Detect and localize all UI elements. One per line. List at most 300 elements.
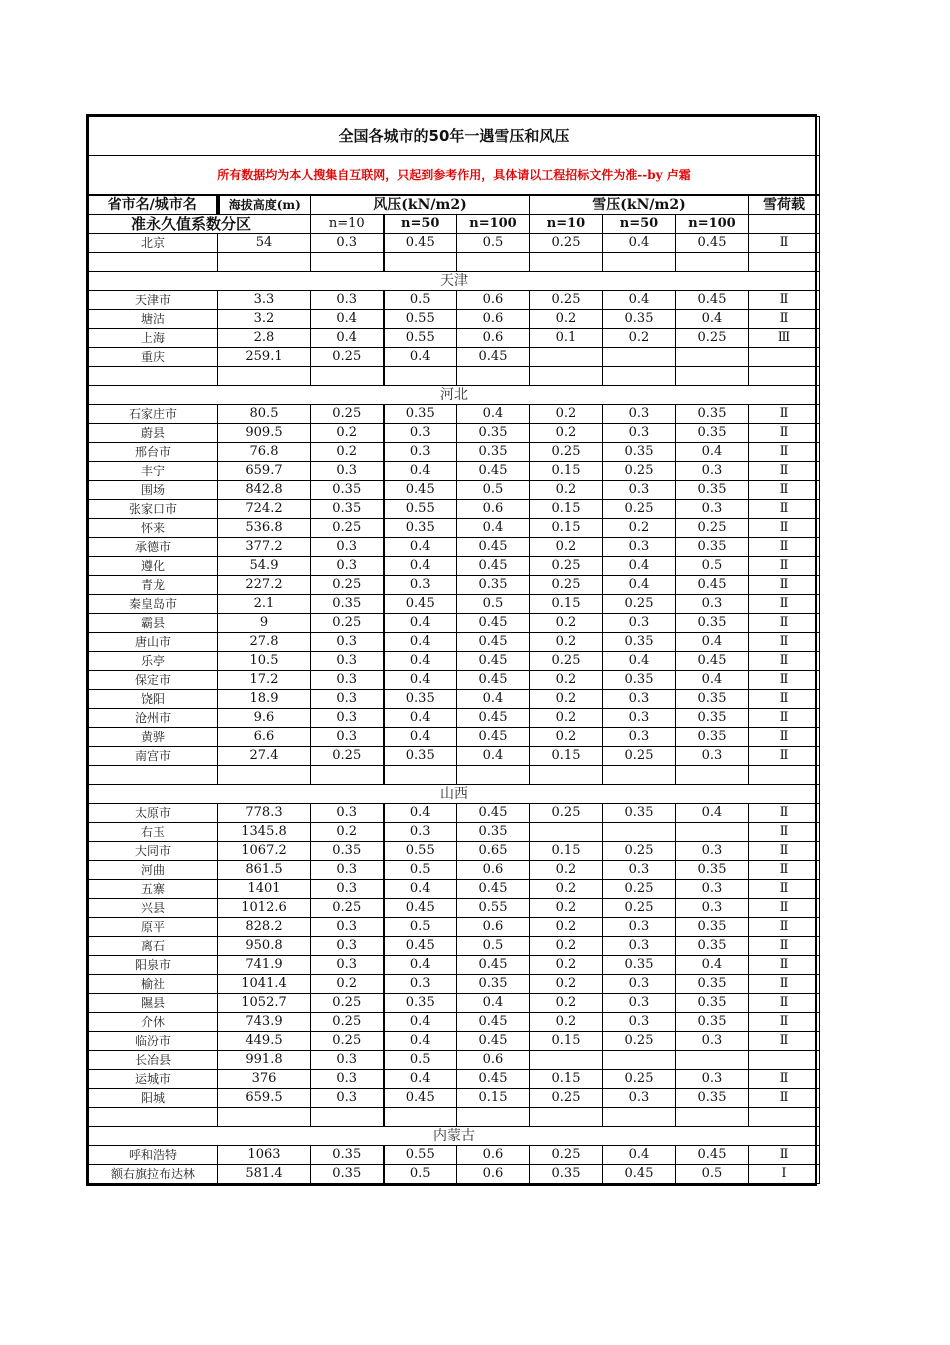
empty-cell [603, 367, 676, 386]
wind-n100-cell: 0.5 [457, 234, 530, 253]
wind-n50-cell: 0.55 [384, 1146, 457, 1165]
wind-n100-cell: 0.45 [457, 804, 530, 823]
snow-n100-cell: 0.3 [676, 899, 749, 918]
header-wind-n10: n=10 [311, 215, 384, 234]
altitude-cell: 724.2 [218, 500, 311, 519]
snow-n50-cell: 0.3 [603, 538, 676, 557]
empty-cell [530, 367, 603, 386]
province-row [89, 1127, 820, 1146]
snow-n50-cell: 0.25 [603, 747, 676, 766]
wind-n50-cell: 0.55 [384, 500, 457, 519]
table-row [89, 899, 820, 918]
snow-n100-cell: 0.35 [676, 405, 749, 424]
snow-load-zone-cell: Ⅱ [749, 557, 820, 576]
empty-cell [457, 1108, 530, 1127]
altitude-cell: 6.6 [218, 728, 311, 747]
wind-n50-cell: 0.4 [384, 614, 457, 633]
snow-n50-cell: 0.3 [603, 918, 676, 937]
snow-load-zone-cell: Ⅱ [749, 747, 820, 766]
snow-n10-cell: 0.2 [530, 899, 603, 918]
city-name-cell: 天津市 [89, 291, 218, 310]
city-name-cell: 重庆 [89, 348, 218, 367]
snow-wind-pressure-table [88, 116, 820, 1184]
wind-n100-cell: 0.35 [457, 424, 530, 443]
table-row [89, 652, 820, 671]
header-wind-pressure: 风压(kN/m2) [311, 195, 530, 215]
wind-n50-cell: 0.5 [384, 1051, 457, 1070]
snow-n10-cell: 0.35 [530, 1165, 603, 1184]
table-row [89, 500, 820, 519]
altitude-cell: 659.5 [218, 1089, 311, 1108]
wind-n10-cell: 0.25 [311, 405, 384, 424]
altitude-cell: 861.5 [218, 861, 311, 880]
wind-n100-cell: 0.45 [457, 728, 530, 747]
disclaimer-note: 所有数据均为本人搜集自互联网，只起到参考作用，具体请以工程招标文件为准--by 卢霜 [89, 156, 820, 196]
wind-n10-cell: 0.35 [311, 1146, 384, 1165]
wind-n10-cell: 0.25 [311, 1013, 384, 1032]
snow-n10-cell: 0.2 [530, 538, 603, 557]
snow-n10-cell: 0.2 [530, 1013, 603, 1032]
wind-n50-cell: 0.4 [384, 348, 457, 367]
table-row [89, 842, 820, 861]
snow-n50-cell: 0.4 [603, 652, 676, 671]
snow-n10-cell: 0.15 [530, 1032, 603, 1051]
snow-n50-cell: 0.4 [603, 234, 676, 253]
snow-n10-cell [530, 1051, 603, 1070]
wind-n100-cell: 0.6 [457, 918, 530, 937]
empty-cell [89, 766, 218, 785]
altitude-cell: 18.9 [218, 690, 311, 709]
altitude-cell: 2.1 [218, 595, 311, 614]
header-zone: 准永久值系数分区 [89, 215, 311, 234]
wind-n100-cell: 0.45 [457, 462, 530, 481]
wind-n50-cell: 0.5 [384, 918, 457, 937]
wind-n100-cell: 0.65 [457, 842, 530, 861]
province-name: 山西 [89, 785, 820, 804]
table-row [89, 1165, 820, 1184]
city-name-cell: 怀来 [89, 519, 218, 538]
altitude-cell: 741.9 [218, 956, 311, 975]
wind-n100-cell: 0.6 [457, 1051, 530, 1070]
wind-n50-cell: 0.35 [384, 690, 457, 709]
wind-n10-cell: 0.2 [311, 823, 384, 842]
wind-n50-cell: 0.3 [384, 443, 457, 462]
snow-n10-cell: 0.2 [530, 975, 603, 994]
city-name-cell: 榆社 [89, 975, 218, 994]
blank-row [89, 253, 820, 272]
altitude-cell: 581.4 [218, 1165, 311, 1184]
altitude-cell: 259.1 [218, 348, 311, 367]
header-wind-n50: n=50 [384, 215, 457, 234]
snow-load-zone-cell: Ⅱ [749, 310, 820, 329]
snow-load-zone-cell: Ⅱ [749, 405, 820, 424]
wind-n10-cell: 0.35 [311, 481, 384, 500]
snow-n100-cell: 0.3 [676, 880, 749, 899]
altitude-cell: 9 [218, 614, 311, 633]
city-name-cell: 围场 [89, 481, 218, 500]
wind-n10-cell: 0.3 [311, 937, 384, 956]
snow-n50-cell: 0.35 [603, 633, 676, 652]
snow-n10-cell: 0.2 [530, 728, 603, 747]
table-row [89, 481, 820, 500]
altitude-cell: 536.8 [218, 519, 311, 538]
altitude-cell: 743.9 [218, 1013, 311, 1032]
snow-n50-cell: 0.4 [603, 557, 676, 576]
wind-n50-cell: 0.4 [384, 671, 457, 690]
wind-n10-cell: 0.35 [311, 595, 384, 614]
city-name-cell: 河曲 [89, 861, 218, 880]
header-empty-cell [749, 215, 820, 234]
wind-n10-cell: 0.3 [311, 538, 384, 557]
wind-n10-cell: 0.25 [311, 348, 384, 367]
wind-n50-cell: 0.45 [384, 234, 457, 253]
table-row [89, 329, 820, 348]
empty-cell [384, 1108, 457, 1127]
wind-n100-cell: 0.45 [457, 1013, 530, 1032]
wind-n50-cell: 0.4 [384, 709, 457, 728]
snow-n50-cell: 0.3 [603, 614, 676, 633]
snow-load-zone-cell: Ⅱ [749, 614, 820, 633]
city-name-cell: 右玉 [89, 823, 218, 842]
snow-n100-cell [676, 1051, 749, 1070]
snow-n10-cell: 0.25 [530, 1146, 603, 1165]
snow-n10-cell: 0.25 [530, 652, 603, 671]
snow-n50-cell: 0.3 [603, 994, 676, 1013]
snow-n50-cell: 0.4 [603, 291, 676, 310]
wind-n10-cell: 0.3 [311, 291, 384, 310]
snow-load-zone-cell: Ⅱ [749, 690, 820, 709]
snow-n100-cell: 0.35 [676, 424, 749, 443]
wind-n10-cell: 0.3 [311, 652, 384, 671]
province-name: 河北 [89, 386, 820, 405]
wind-n10-cell: 0.4 [311, 329, 384, 348]
city-name-cell: 秦皇岛市 [89, 595, 218, 614]
snow-n50-cell: 0.3 [603, 937, 676, 956]
table-row [89, 462, 820, 481]
wind-n50-cell: 0.4 [384, 728, 457, 747]
wind-n50-cell: 0.45 [384, 595, 457, 614]
city-name-cell: 长冶县 [89, 1051, 218, 1070]
snow-n10-cell: 0.25 [530, 443, 603, 462]
snow-n100-cell: 0.35 [676, 1089, 749, 1108]
snow-load-zone-cell: Ⅱ [749, 519, 820, 538]
altitude-cell: 2.8 [218, 329, 311, 348]
altitude-cell: 842.8 [218, 481, 311, 500]
snow-n50-cell: 0.25 [603, 1070, 676, 1089]
table-row [89, 538, 820, 557]
snow-n10-cell: 0.25 [530, 804, 603, 823]
blank-row [89, 367, 820, 386]
table-row [89, 823, 820, 842]
table-row [89, 728, 820, 747]
snow-n50-cell: 0.3 [603, 1089, 676, 1108]
snow-load-zone-cell: Ⅱ [749, 709, 820, 728]
snow-n10-cell: 0.15 [530, 747, 603, 766]
snow-load-zone-cell: Ⅱ [749, 576, 820, 595]
snow-load-zone-cell: Ⅱ [749, 880, 820, 899]
empty-cell [218, 1108, 311, 1127]
snow-load-zone-cell: Ⅱ [749, 595, 820, 614]
table-row [89, 1070, 820, 1089]
wind-n100-cell: 0.45 [457, 652, 530, 671]
wind-n100-cell: 0.35 [457, 823, 530, 842]
wind-n100-cell: 0.45 [457, 880, 530, 899]
wind-n100-cell: 0.45 [457, 1070, 530, 1089]
snow-n10-cell: 0.25 [530, 557, 603, 576]
snow-n10-cell: 0.2 [530, 880, 603, 899]
wind-n50-cell: 0.35 [384, 519, 457, 538]
wind-n100-cell: 0.45 [457, 538, 530, 557]
wind-n10-cell: 0.3 [311, 1089, 384, 1108]
table-row [89, 557, 820, 576]
snow-n100-cell: 0.35 [676, 709, 749, 728]
city-name-cell: 丰宁 [89, 462, 218, 481]
snow-load-zone-cell: Ⅱ [749, 443, 820, 462]
snow-n100-cell: 0.35 [676, 614, 749, 633]
altitude-cell: 1012.6 [218, 899, 311, 918]
altitude-cell: 1401 [218, 880, 311, 899]
wind-n10-cell: 0.2 [311, 424, 384, 443]
empty-cell [603, 253, 676, 272]
snow-n100-cell: 0.3 [676, 1032, 749, 1051]
snow-n10-cell: 0.2 [530, 310, 603, 329]
city-name-cell: 五寨 [89, 880, 218, 899]
snow-n100-cell: 0.45 [676, 291, 749, 310]
snow-n100-cell: 0.4 [676, 804, 749, 823]
wind-n10-cell: 0.3 [311, 880, 384, 899]
altitude-cell: 778.3 [218, 804, 311, 823]
empty-cell [457, 766, 530, 785]
snow-n10-cell: 0.2 [530, 994, 603, 1013]
snow-n50-cell: 0.45 [603, 1165, 676, 1184]
snow-n10-cell: 0.15 [530, 1070, 603, 1089]
altitude-cell: 227.2 [218, 576, 311, 595]
snow-n100-cell: 0.45 [676, 652, 749, 671]
wind-n10-cell: 0.3 [311, 557, 384, 576]
wind-n10-cell: 0.35 [311, 1165, 384, 1184]
snow-n100-cell: 0.5 [676, 557, 749, 576]
snow-load-zone-cell: Ⅱ [749, 1089, 820, 1108]
wind-n50-cell: 0.4 [384, 956, 457, 975]
city-name-cell: 隰县 [89, 994, 218, 1013]
table-row [89, 633, 820, 652]
city-name-cell: 上海 [89, 329, 218, 348]
empty-cell [530, 766, 603, 785]
wind-n10-cell: 0.25 [311, 994, 384, 1013]
table-row [89, 595, 820, 614]
snow-n100-cell: 0.3 [676, 842, 749, 861]
wind-n100-cell: 0.45 [457, 633, 530, 652]
snow-load-zone-cell: Ⅱ [749, 918, 820, 937]
altitude-cell: 991.8 [218, 1051, 311, 1070]
wind-n50-cell: 0.4 [384, 880, 457, 899]
altitude-cell: 27.8 [218, 633, 311, 652]
snow-load-zone-cell: Ⅱ [749, 861, 820, 880]
snow-load-zone-cell: Ⅱ [749, 842, 820, 861]
wind-n10-cell: 0.3 [311, 234, 384, 253]
snow-load-zone-cell: Ⅱ [749, 728, 820, 747]
snow-n100-cell: 0.35 [676, 1013, 749, 1032]
blank-row [89, 766, 820, 785]
table-row [89, 994, 820, 1013]
snow-n100-cell: 0.3 [676, 1070, 749, 1089]
table-row [89, 690, 820, 709]
table-row [89, 405, 820, 424]
wind-n50-cell: 0.45 [384, 481, 457, 500]
table-row [89, 937, 820, 956]
wind-n100-cell: 0.35 [457, 576, 530, 595]
snow-n100-cell: 0.3 [676, 462, 749, 481]
snow-n50-cell: 0.3 [603, 709, 676, 728]
snow-n50-cell: 0.35 [603, 310, 676, 329]
city-name-cell: 呼和浩特 [89, 1146, 218, 1165]
city-name-cell: 石家庄市 [89, 405, 218, 424]
snow-n50-cell: 0.3 [603, 728, 676, 747]
snow-n10-cell: 0.2 [530, 671, 603, 690]
province-name: 天津 [89, 272, 820, 291]
wind-n100-cell: 0.6 [457, 1146, 530, 1165]
city-name-cell: 唐山市 [89, 633, 218, 652]
empty-cell [676, 367, 749, 386]
wind-n10-cell: 0.4 [311, 310, 384, 329]
table-row [89, 1146, 820, 1165]
wind-n10-cell: 0.25 [311, 899, 384, 918]
table-row [89, 576, 820, 595]
table-row [89, 975, 820, 994]
snow-n100-cell [676, 823, 749, 842]
empty-cell [530, 253, 603, 272]
snow-n10-cell: 0.2 [530, 424, 603, 443]
snow-n100-cell [676, 348, 749, 367]
altitude-cell: 377.2 [218, 538, 311, 557]
snow-load-zone-cell: Ⅰ [749, 1165, 820, 1184]
city-name-cell: 塘沽 [89, 310, 218, 329]
snow-load-zone-cell: Ⅱ [749, 937, 820, 956]
wind-n50-cell: 0.4 [384, 1070, 457, 1089]
snow-n10-cell: 0.2 [530, 918, 603, 937]
wind-n100-cell: 0.35 [457, 975, 530, 994]
snow-n10-cell: 0.2 [530, 937, 603, 956]
header-wind-n100: n=100 [457, 215, 530, 234]
snow-load-zone-cell: Ⅱ [749, 652, 820, 671]
province-name: 内蒙古 [89, 1127, 820, 1146]
altitude-cell: 449.5 [218, 1032, 311, 1051]
city-name-cell: 乐亭 [89, 652, 218, 671]
wind-n100-cell: 0.6 [457, 1165, 530, 1184]
city-name-cell: 兴县 [89, 899, 218, 918]
snow-load-zone-cell: Ⅱ [749, 975, 820, 994]
wind-n50-cell: 0.3 [384, 576, 457, 595]
snow-n100-cell: 0.3 [676, 500, 749, 519]
snow-n10-cell: 0.2 [530, 633, 603, 652]
wind-n50-cell: 0.35 [384, 994, 457, 1013]
city-name-cell: 张家口市 [89, 500, 218, 519]
blank-row [89, 1108, 820, 1127]
empty-cell [603, 766, 676, 785]
snow-n10-cell: 0.2 [530, 614, 603, 633]
header-city: 省市名/城市名 [89, 195, 218, 215]
wind-n50-cell: 0.35 [384, 747, 457, 766]
wind-n10-cell: 0.25 [311, 576, 384, 595]
empty-cell [530, 1108, 603, 1127]
snow-n100-cell: 0.35 [676, 918, 749, 937]
snow-n100-cell: 0.4 [676, 443, 749, 462]
snow-load-zone-cell: Ⅱ [749, 804, 820, 823]
snow-load-zone-cell: Ⅱ [749, 671, 820, 690]
snow-n100-cell: 0.5 [676, 1165, 749, 1184]
snow-load-zone-cell: Ⅱ [749, 1146, 820, 1165]
altitude-cell: 54 [218, 234, 311, 253]
snow-n100-cell: 0.4 [676, 310, 749, 329]
wind-n100-cell: 0.45 [457, 1032, 530, 1051]
altitude-cell: 950.8 [218, 937, 311, 956]
altitude-cell: 376 [218, 1070, 311, 1089]
table-row [89, 918, 820, 937]
snow-n50-cell [603, 1051, 676, 1070]
wind-n100-cell: 0.55 [457, 899, 530, 918]
altitude-cell: 3.2 [218, 310, 311, 329]
snow-n50-cell [603, 823, 676, 842]
altitude-cell: 1063 [218, 1146, 311, 1165]
wind-n50-cell: 0.5 [384, 1165, 457, 1184]
table-row [89, 709, 820, 728]
snow-n100-cell: 0.25 [676, 519, 749, 538]
wind-n10-cell: 0.3 [311, 671, 384, 690]
empty-cell [749, 766, 820, 785]
table-row [89, 291, 820, 310]
wind-n100-cell: 0.45 [457, 709, 530, 728]
snow-n50-cell: 0.3 [603, 690, 676, 709]
table-row [89, 234, 820, 253]
snow-n50-cell [603, 348, 676, 367]
altitude-cell: 1041.4 [218, 975, 311, 994]
snow-n50-cell: 0.2 [603, 519, 676, 538]
snow-n10-cell: 0.2 [530, 690, 603, 709]
table-row [89, 443, 820, 462]
altitude-cell: 1345.8 [218, 823, 311, 842]
city-name-cell: 沧州市 [89, 709, 218, 728]
snow-n50-cell: 0.3 [603, 424, 676, 443]
snow-n10-cell: 0.15 [530, 595, 603, 614]
snow-n10-cell: 0.15 [530, 500, 603, 519]
empty-cell [218, 766, 311, 785]
table-row [89, 348, 820, 367]
snow-load-zone-cell: Ⅱ [749, 462, 820, 481]
wind-n100-cell: 0.4 [457, 690, 530, 709]
snow-n100-cell: 0.4 [676, 671, 749, 690]
snow-load-zone-cell [749, 348, 820, 367]
wind-n10-cell: 0.3 [311, 633, 384, 652]
altitude-cell: 828.2 [218, 918, 311, 937]
wind-n50-cell: 0.4 [384, 1032, 457, 1051]
snow-load-zone-cell: Ⅱ [749, 538, 820, 557]
wind-n100-cell: 0.6 [457, 329, 530, 348]
snow-load-zone-cell: Ⅱ [749, 633, 820, 652]
wind-n100-cell: 0.6 [457, 500, 530, 519]
altitude-cell: 909.5 [218, 424, 311, 443]
altitude-cell: 1067.2 [218, 842, 311, 861]
province-row [89, 386, 820, 405]
snow-n10-cell: 0.25 [530, 576, 603, 595]
wind-n10-cell: 0.3 [311, 861, 384, 880]
snow-n50-cell: 0.3 [603, 405, 676, 424]
snow-n10-cell: 0.1 [530, 329, 603, 348]
city-name-cell: 离石 [89, 937, 218, 956]
empty-cell [676, 766, 749, 785]
snow-n50-cell: 0.25 [603, 462, 676, 481]
snow-n100-cell: 0.4 [676, 956, 749, 975]
snow-load-zone-cell: Ⅱ [749, 1013, 820, 1032]
